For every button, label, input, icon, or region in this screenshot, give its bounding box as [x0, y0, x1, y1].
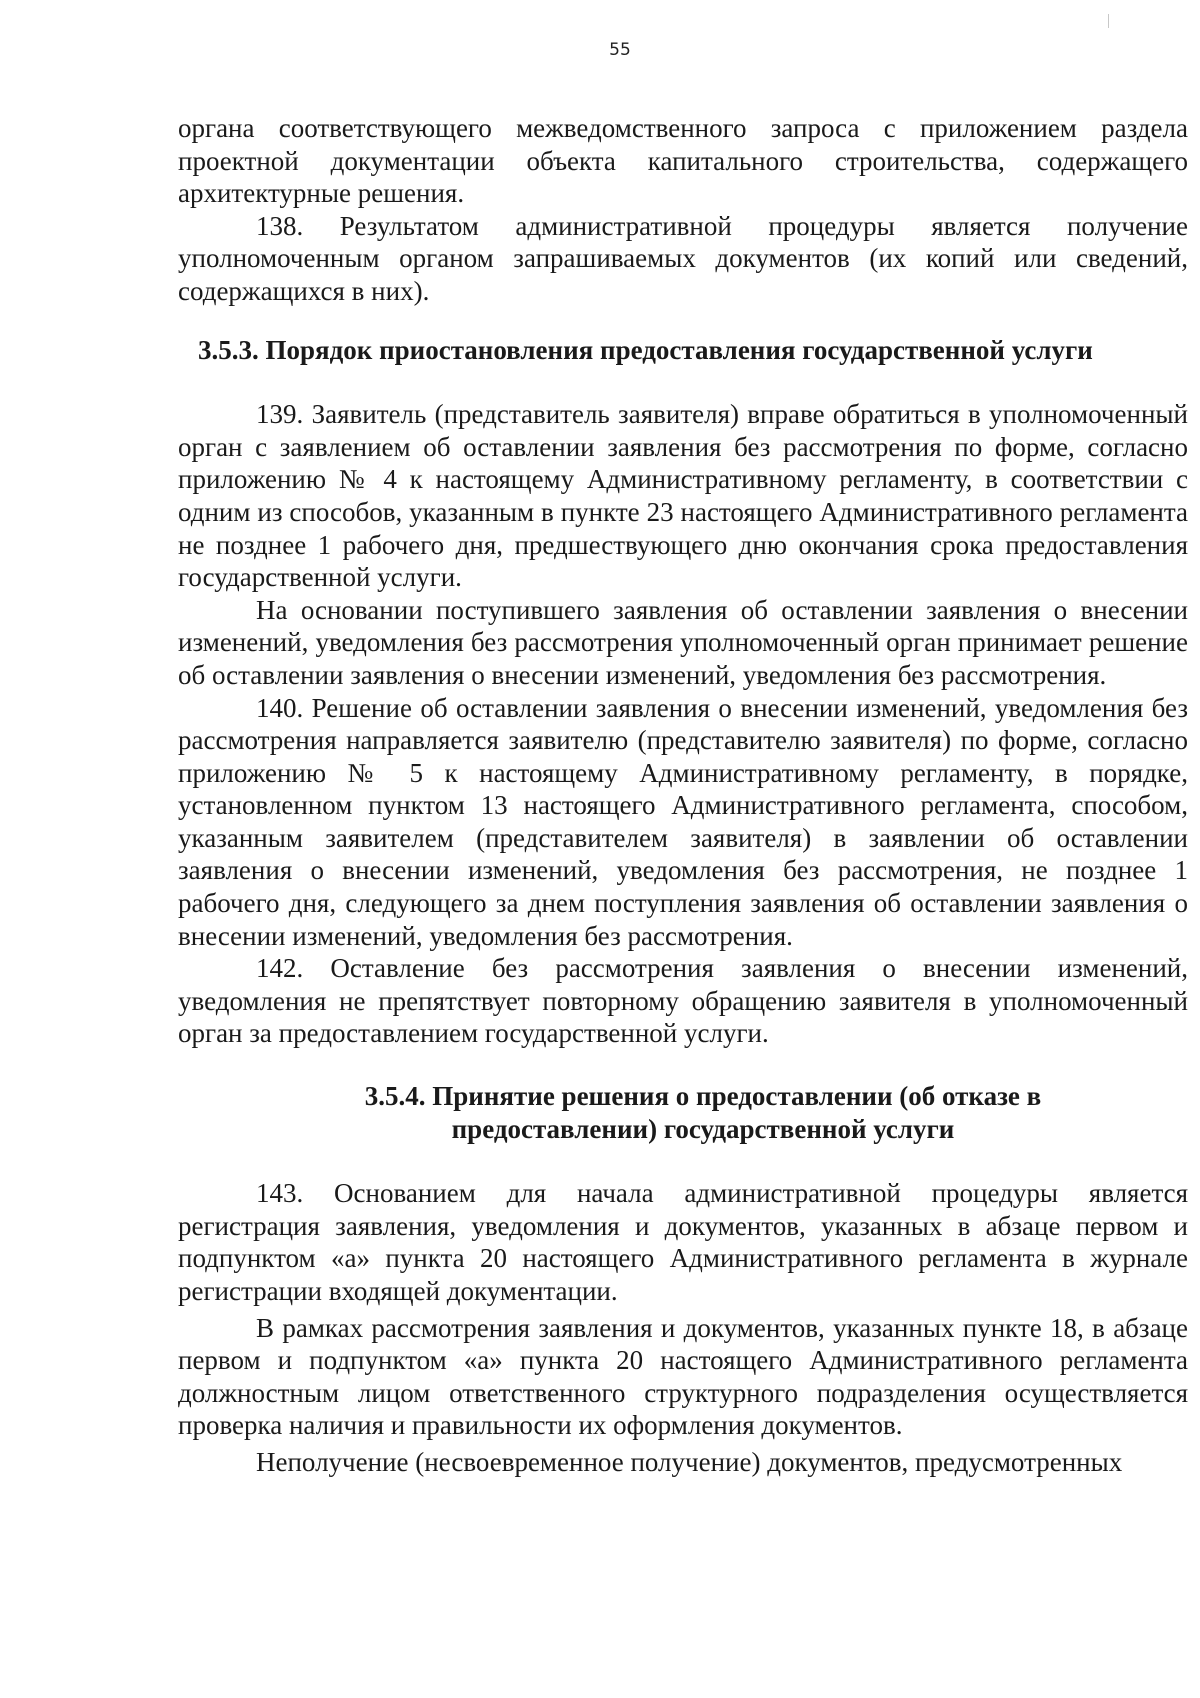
paragraph-continuation: органа соответствующего межведомственного запроса с приложением раздела проектной документации объекта капитального строительства, содержащего архитектурные решения. [178, 113, 1188, 209]
section-heading-3-5-4-line-2: предоставлении) государственной услуги [451, 1113, 955, 1144]
paragraph-140: 140. Решение об оставлении заявления о внесении изменений, уведомления без рассмотрения направляется заявителю (представителю заявителя) по форме, согласно приложению № 5 к настоящему Административному регламенту, в порядке, установленном пунктом 13 настоящего Административного регламента, способом, указанным заявителем (представителем заявителя) в заявлении об оставлении заявления о внесении изменений, уведомления без рассмотрения, не позднее 1 рабочего дня, следующего за днем поступления заявления об оставлении заявления о внесении изменений, уведомления без рассмотрения. [178, 692, 1188, 951]
document-body [178, 112, 1188, 1479]
scan-artifact-mark [1108, 14, 1109, 28]
paragraph-139-continued: На основании поступившего заявления об оставлении заявления о внесении изменений, уведомления без рассмотрения уполномоченный орган принимает решение об оставлении заявления о внесении изменений, уведомления без рассмотрения. [178, 594, 1188, 690]
section-heading-3-5-3: 3.5.3. Порядок приостановления предоставления государственной услуги [198, 334, 1093, 365]
paragraph-143-second: В рамках рассмотрения заявления и документов, указанных пункте 18, в абзаце первом и подпунктом «а» пункта 20 настоящего Административного регламента должностным лицом ответственного структурного подразделения осуществляется проверка наличия и правильности их оформления документов. [178, 1312, 1188, 1441]
paragraph-142: 142. Оставление без рассмотрения заявления о внесении изменений, уведомления не препятствует повторному обращению заявителя в уполномоченный орган за предоставлением государственной услуги. [178, 953, 1188, 1049]
section-heading-3-5-4-line-1: 3.5.4. Принятие решения о предоставлении (об отказе в [364, 1081, 1042, 1112]
section-heading-3-5-4 [178, 1080, 1188, 1145]
paragraph-143-third: Неполучение (несвоевременное получение) документов, предусмотренных [256, 1446, 1123, 1477]
paragraph-138: 138. Результатом административной процедуры является получение уполномоченным органом запрашиваемых документов (их копий или сведений, содержащихся в них). [178, 210, 1188, 306]
page-number: 55 [609, 40, 631, 60]
paragraph-143: 143. Основанием для начала административной процедуры является регистрация заявления, уведомления и документов, указанных в абзаце первом и подпунктом «а» пункта 20 настоящего Административного регламента в журнале регистрации входящей документации. [178, 1178, 1188, 1306]
paragraph-139: 139. Заявитель (представитель заявителя) вправе обратиться в уполномоченный орган с заявлением об оставлении заявления без рассмотрения по форме, согласно приложению № 4 к настоящему Административному регламенту, в соответствии с одним из способов, указанным в пункте 23 настоящего Административного регламента не позднее 1 рабочего дня, предшествующего дню окончания срока предоставления государственной услуги. [178, 399, 1188, 593]
